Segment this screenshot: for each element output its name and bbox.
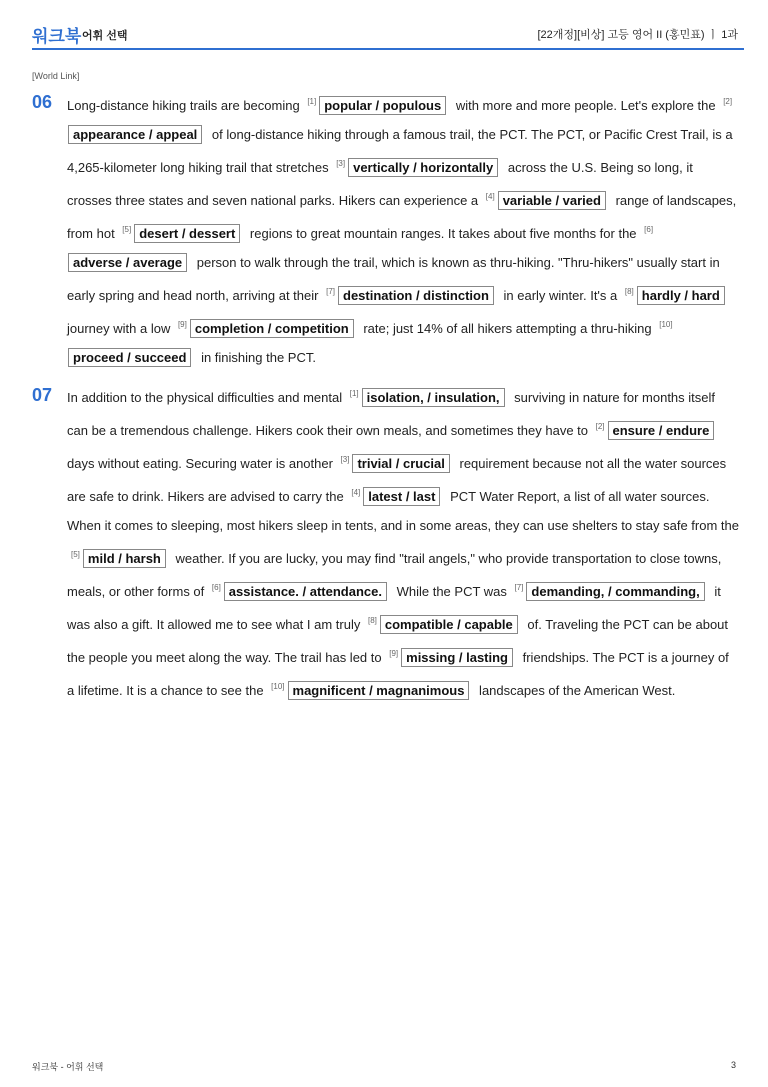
blank-number: [9] [177,320,187,329]
blank-number: [1] [349,389,359,398]
brand-title: 워크북 [32,27,82,46]
page-subtitle: 어휘 선택 [82,30,128,42]
paragraph-text: range of landscapes, from hot [67,193,737,241]
paragraph-text: landscapes of the American West. [475,683,676,698]
paragraph-text: journey with a low [67,321,174,336]
word-choice-box[interactable]: mild / harsh [83,549,166,568]
paragraph-text: friendships. The PCT is a journey of a lifetime. It is a chance to see the [67,650,729,698]
word-choice-box[interactable]: trivial / crucial [352,454,449,473]
word-choice-box[interactable]: completion / competition [190,319,354,338]
blank-number: [6] [644,225,654,234]
paragraph-text: requirement because not all the water sources are safe to drink. Hikers are advised to carry the [67,456,727,504]
blank-number: [2] [595,422,605,431]
blank-number: [4] [351,488,361,497]
word-choice-box[interactable]: vertically / horizontally [348,158,498,177]
paragraph-text: PCT Water Report, a list of all water sources. When it comes to sleeping, most hikers sleep in tents, and in some areas, they can use shelters to stay safe from the [67,489,739,533]
paragraph-text: While the PCT was [392,584,511,599]
blank-number: [10] [659,320,673,329]
blank-number: [3] [336,159,346,168]
word-choice-box[interactable]: destination / distinction [338,286,494,305]
word-choice-box[interactable]: magnificent / magnanimous [288,681,470,700]
exercise-paragraph [67,87,739,372]
blank-number: [8] [624,287,634,296]
blank-number: [6] [211,583,221,592]
source-label: [World Link] [32,71,80,81]
word-choice-box[interactable]: demanding, / commanding, [526,582,704,601]
exercise-paragraph [67,379,739,705]
word-choice-box[interactable]: popular / populous [319,96,446,115]
blank-number: [9] [389,649,399,658]
course-info: [22개정][비상] 고등 영어 II (홍민표) ㅣ 1과 [537,29,738,41]
blank-number: [1] [307,97,317,106]
page-number: 3 [730,1060,736,1070]
blank-number: [8] [367,616,377,625]
paragraph-text: surviving in nature for months itself can be a tremendous challenge. Hikers cook their own meals, and sometimes they have to [67,390,716,438]
word-choice-box[interactable]: appearance / appeal [68,125,202,144]
blank-number: [2] [723,97,733,106]
blank-number: [4] [485,192,495,201]
paragraph-text: rate; just 14% of all hikers attempting a thru-hiking [359,321,656,336]
blank-number: [3] [340,455,350,464]
paragraph-text: it was also a gift. It allowed me to see what I am truly [67,584,721,632]
word-choice-box[interactable]: variable / varied [498,191,606,210]
exercise-number: 06 [32,92,53,112]
word-choice-box[interactable]: ensure / endure [608,421,715,440]
word-choice-box[interactable]: desert / dessert [134,224,240,243]
paragraph-text: Long-distance hiking trails are becoming [67,98,304,113]
blank-number: [7] [514,583,524,592]
word-choice-box[interactable]: adverse / average [68,253,187,272]
paragraph-text: in finishing the PCT. [197,350,316,365]
word-choice-box[interactable]: compatible / capable [380,615,518,634]
word-choice-box[interactable]: hardly / hard [637,286,725,305]
word-choice-box[interactable]: missing / lasting [401,648,513,667]
page-header [32,20,744,50]
paragraph-text: days without eating. Securing water is another [67,456,337,471]
paragraph-text: weather. If you are lucky, you may find "trail angels," who provide transportation to close towns, meals, or other forms of [67,551,722,599]
paragraph-text: In addition to the physical difficulties and mental [67,390,346,405]
paragraph-text: in early winter. It's a [499,288,621,303]
blank-number: [5] [122,225,132,234]
exercise-number: 07 [32,385,53,405]
paragraph-text: person to walk through the trail, which is known as thru-hiking. "Thru-hikers" usually start in early spring and head north, arriving at their [67,255,720,303]
blank-number: [7] [326,287,335,296]
footer-label: 워크북 - 어휘 선택 [32,1062,104,1072]
paragraph-text: regions to great mountain ranges. It takes about five months for the [246,226,641,241]
blank-number: [10] [271,682,285,691]
paragraph-text: of. Traveling the PCT can be about the people you meet along the way. The trail has led to [67,617,729,665]
blank-number: [5] [71,550,80,559]
word-choice-box[interactable]: latest / last [363,487,440,506]
paragraph-text: across the U.S. Being so long, it crosses three states and seven national parks. Hikers can experience a [67,160,693,208]
word-choice-box[interactable]: assistance. / attendance. [224,582,387,601]
word-choice-box[interactable]: proceed / succeed [68,348,191,367]
word-choice-box[interactable]: isolation, / insulation, [362,388,505,407]
paragraph-text: of long-distance hiking through a famous trail, the PCT. The PCT, or Pacific Crest Trail, is a 4,265-kilometer long hiking trail that stretches [67,127,733,175]
paragraph-text: with more and more people. Let's explore the [452,98,720,113]
